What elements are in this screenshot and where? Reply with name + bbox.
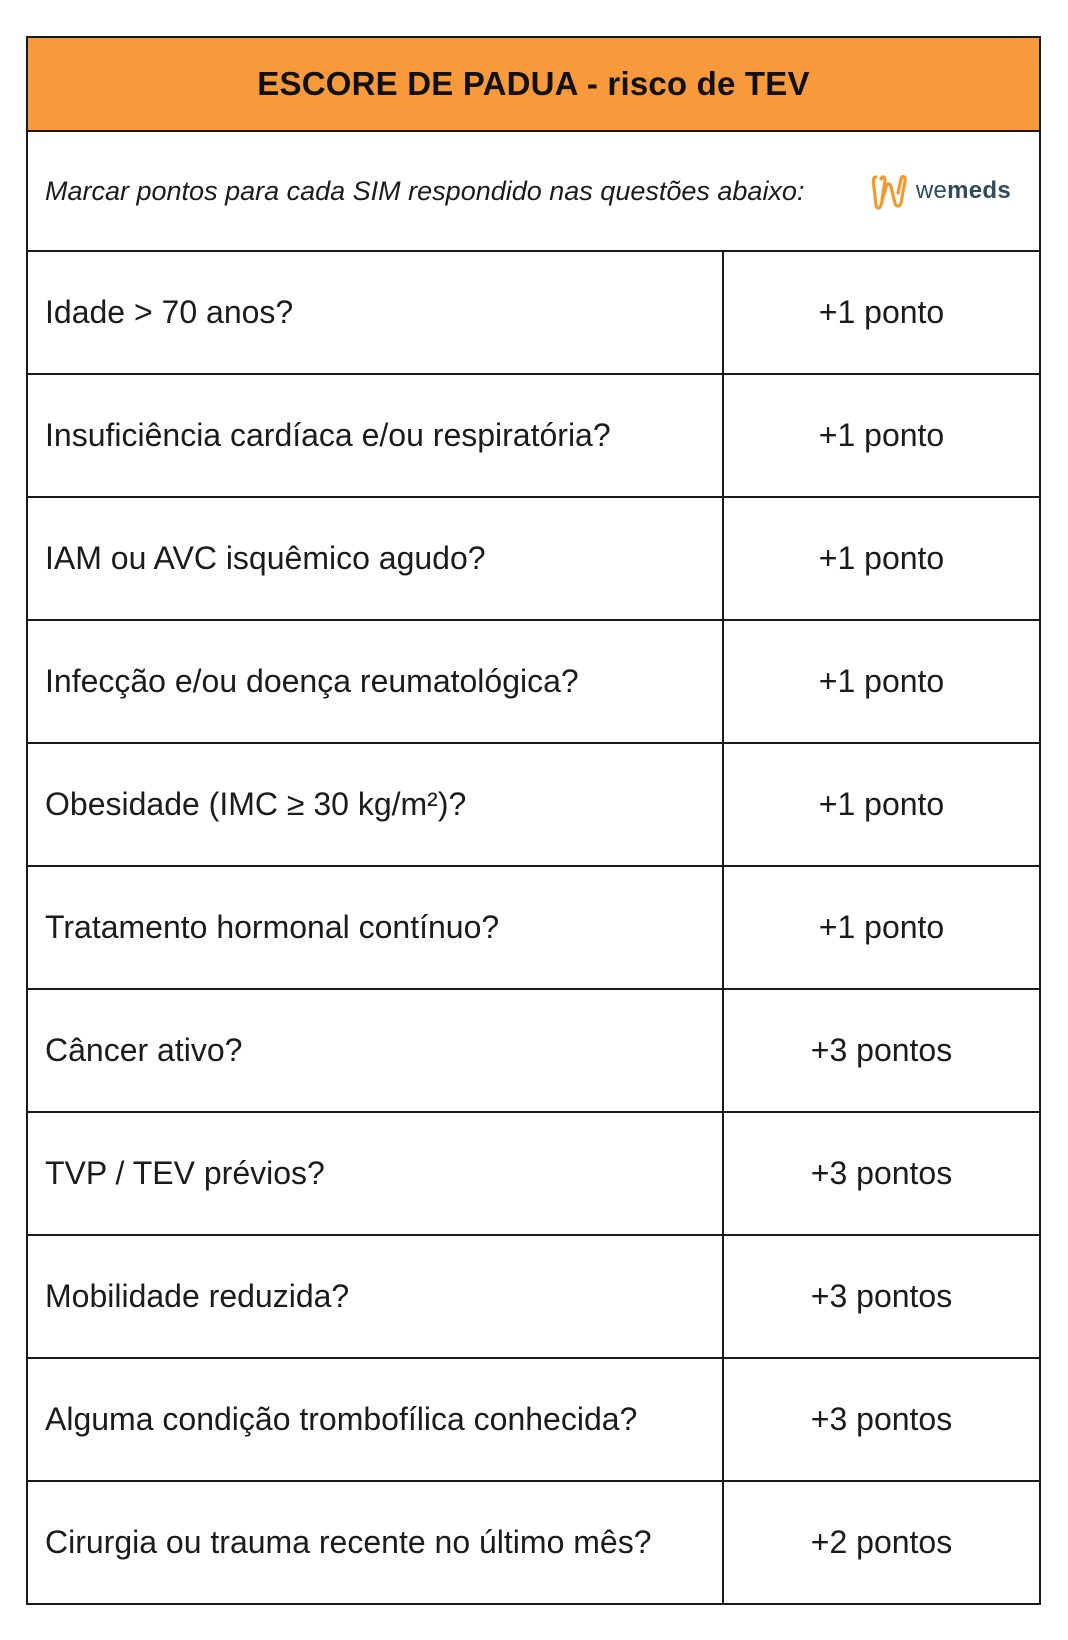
table-row <box>28 1113 1039 1236</box>
criterion-cell: Insuficiência cardíaca e/ou respiratória? <box>28 375 724 496</box>
points-cell: +1 ponto <box>818 663 945 699</box>
points-cell: +1 ponto <box>818 417 945 453</box>
table-row <box>28 621 1039 744</box>
points-cell: +1 ponto <box>818 540 945 576</box>
table-row <box>28 867 1039 990</box>
table-row <box>28 1359 1039 1482</box>
table-row <box>28 252 1039 375</box>
criterion-cell: Câncer ativo? <box>28 990 724 1111</box>
criterion-cell: IAM ou AVC isquêmico agudo? <box>28 498 724 619</box>
table-row <box>28 375 1039 498</box>
table-row <box>28 1482 1039 1603</box>
wemeds-wordmark-meds: meds <box>947 177 1011 204</box>
table-row <box>28 744 1039 867</box>
wemeds-wordmark-we: we <box>915 177 948 204</box>
criteria-list <box>28 252 1039 1603</box>
table-header <box>28 38 1039 132</box>
criterion-cell: TVP / TEV prévios? <box>28 1113 724 1234</box>
points-cell: +3 pontos <box>810 1155 953 1191</box>
table-row <box>28 990 1039 1113</box>
criterion-cell: Tratamento hormonal contínuo? <box>28 867 724 988</box>
criterion-cell: Cirurgia ou trauma recente no último mês? <box>28 1482 724 1603</box>
padua-score-table <box>26 36 1041 1605</box>
table-row <box>28 1236 1039 1359</box>
criterion-cell: Idade > 70 anos? <box>28 252 724 373</box>
wemeds-logo-icon <box>870 169 910 213</box>
table-row <box>28 498 1039 621</box>
points-cell: +3 pontos <box>810 1278 953 1314</box>
points-cell: +3 pontos <box>810 1032 953 1068</box>
points-cell: +1 ponto <box>818 786 945 822</box>
points-cell: +3 pontos <box>810 1401 953 1437</box>
wemeds-wordmark <box>916 177 1011 205</box>
criterion-cell: Obesidade (IMC ≥ 30 kg/m²)? <box>28 744 724 865</box>
instruction-row <box>28 132 1039 252</box>
points-cell: +1 ponto <box>818 909 945 945</box>
points-cell: +1 ponto <box>818 294 945 330</box>
wemeds-logo <box>870 169 1011 213</box>
criterion-cell: Infecção e/ou doença reumatológica? <box>28 621 724 742</box>
criterion-cell: Mobilidade reduzida? <box>28 1236 724 1357</box>
criterion-cell: Alguma condição trombofílica conhecida? <box>28 1359 724 1480</box>
table-title: ESCORE DE PADUA - risco de TEV <box>257 65 810 102</box>
instruction-text: Marcar pontos para cada SIM respondido nas questões abaixo: <box>45 175 805 206</box>
points-cell: +2 pontos <box>810 1524 953 1560</box>
